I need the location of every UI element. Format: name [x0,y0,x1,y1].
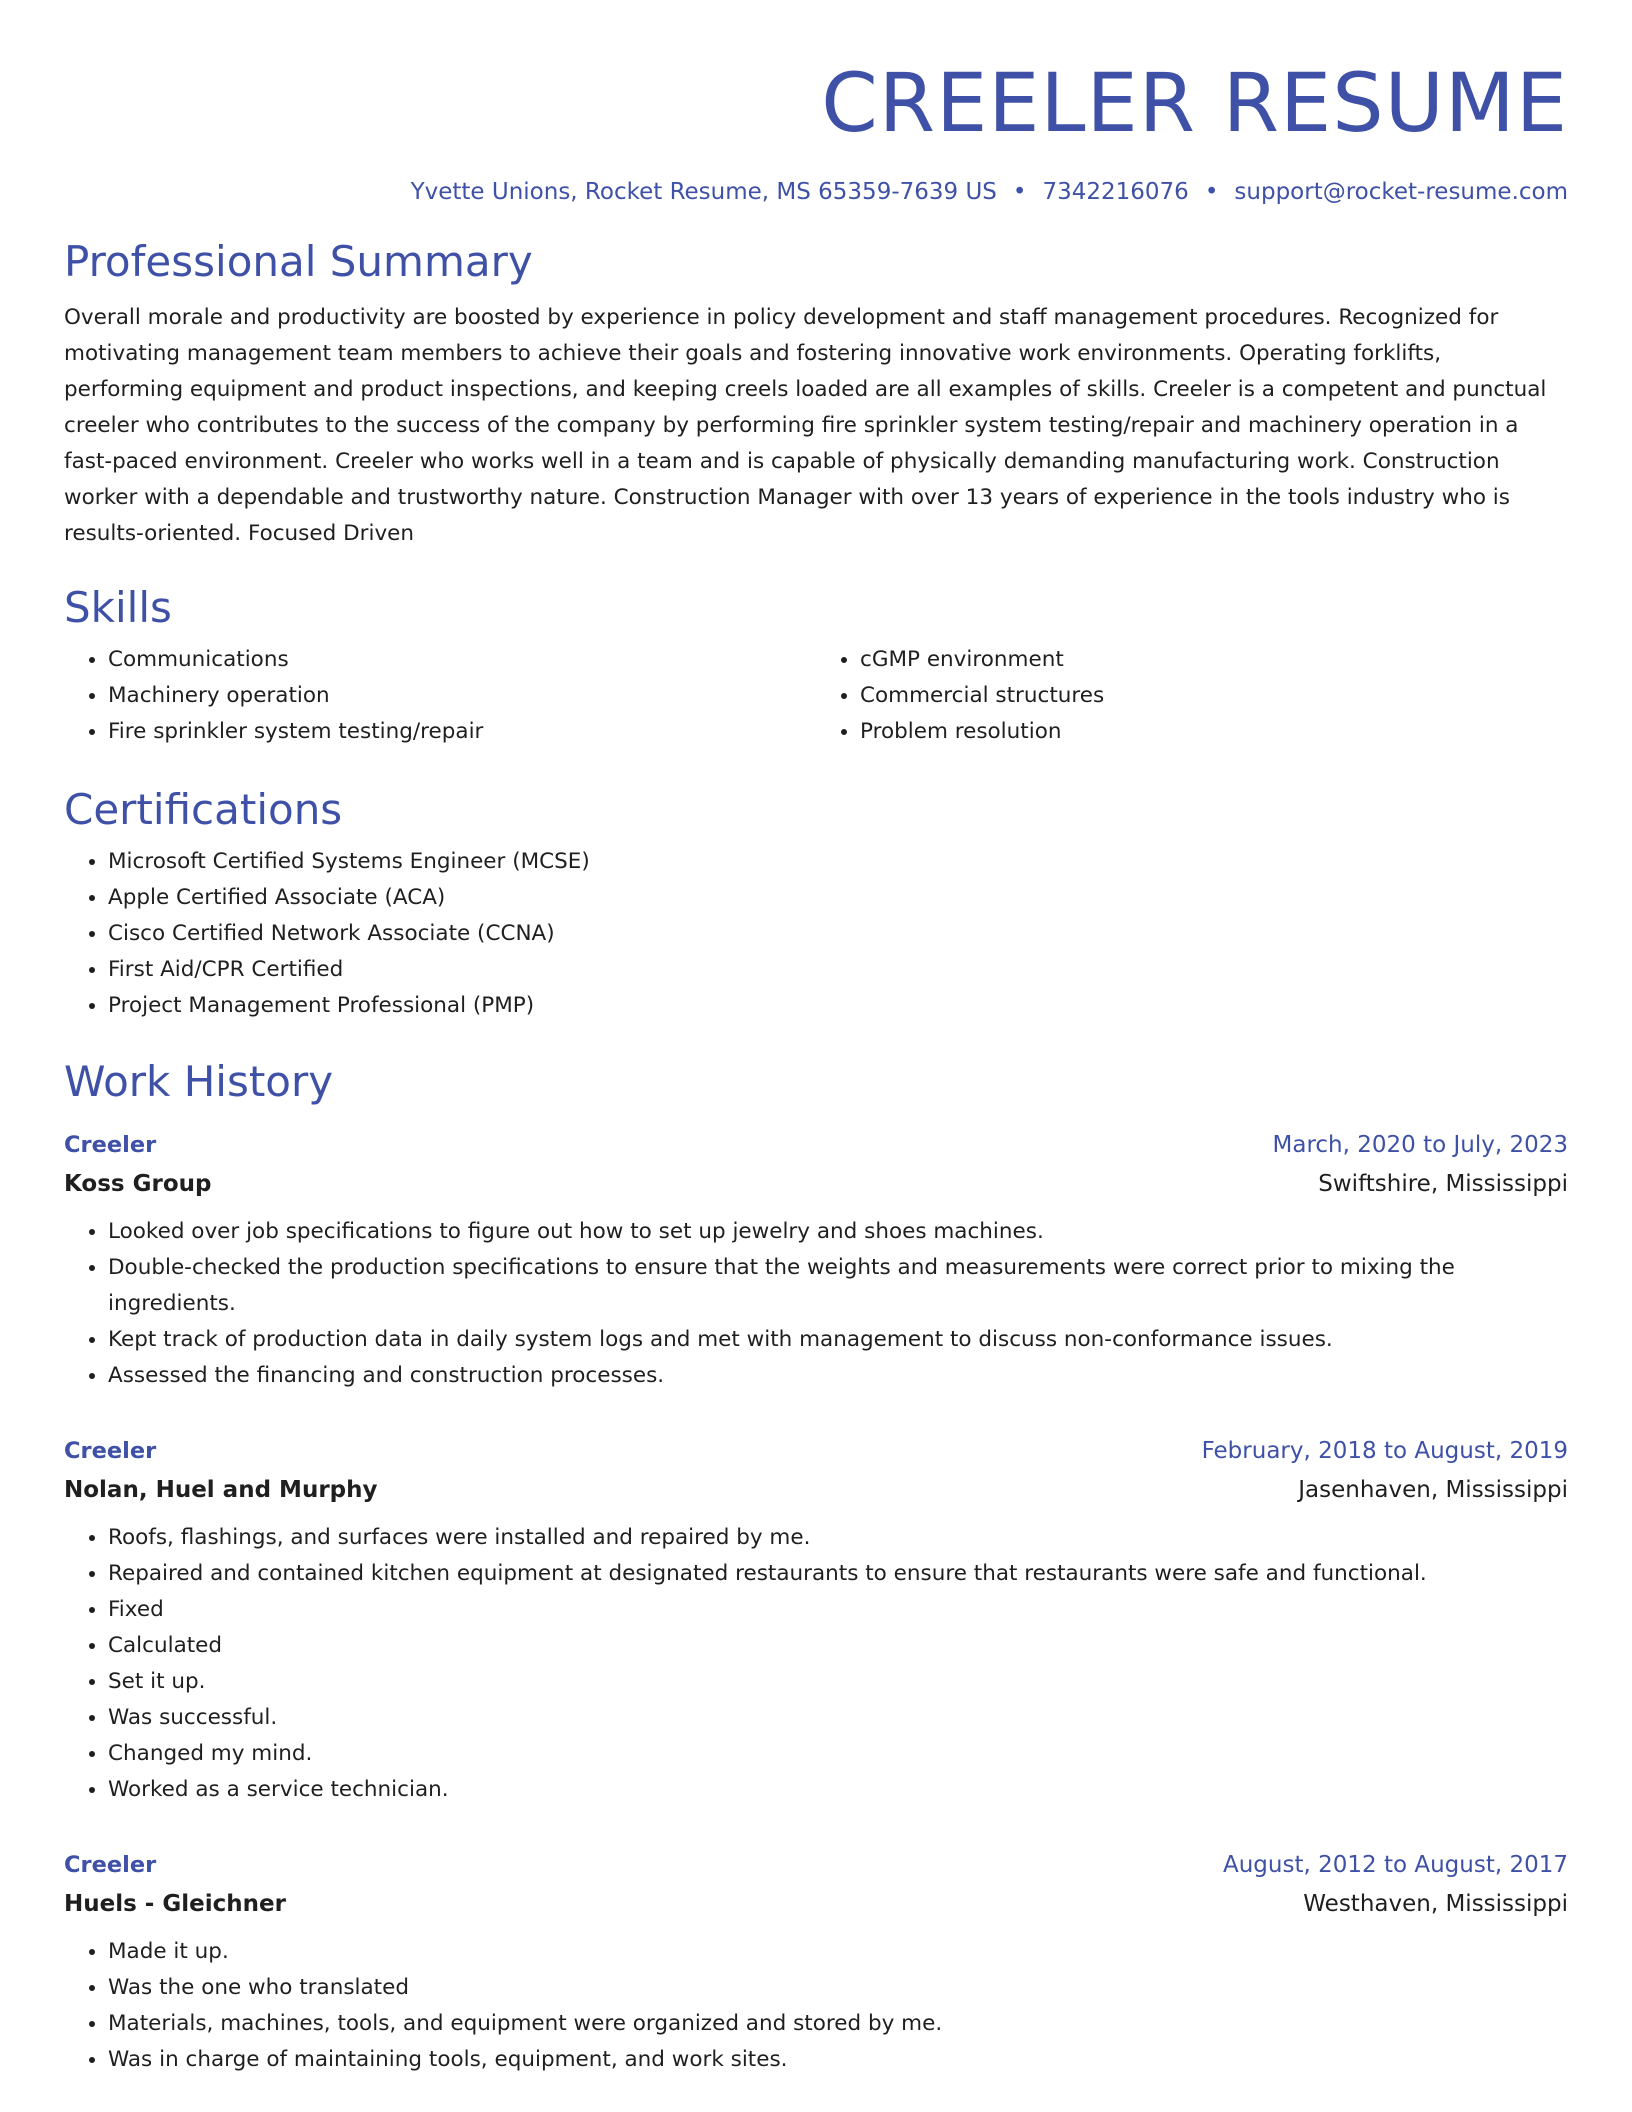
resume-name: CREELER RESUME [821,57,1568,151]
job-location: Westhaven, Mississippi [1303,1891,1568,1917]
job-header-row [64,1126,1568,1164]
job-header-row [64,1846,1568,1884]
contact-email[interactable]: support@rocket-resume.com [1234,179,1568,205]
contact-phone[interactable]: 7342216076 [1042,179,1189,205]
job-duty-item: • Kept track of production data in daily system logs and met with management to discuss non-conformance issues. [108,1322,1568,1358]
skill-item: • Machinery operation [108,678,816,714]
skills-grid [64,642,1568,750]
skills-list-right [816,642,1568,750]
contact-address: Yvette Unions, Rocket Resume, MS 65359-7639 US [410,179,997,205]
job-company: Koss Group [64,1171,212,1197]
job-duty-item: • Assessed the financing and construction processes. [108,1358,1568,1394]
certification-item: • First Aid/CPR Certified [108,952,1568,988]
job-company: Nolan, Huel and Murphy [64,1477,378,1503]
contact-separator: • [1204,179,1219,205]
job-entry [64,1126,1568,1394]
job-duty-item: • Made it up. [108,1934,1568,1970]
job-dates: February, 2018 to August, 2019 [1201,1438,1568,1464]
resume-header [64,54,1568,208]
job-title: Creeler [64,1132,157,1158]
section-title-certifications: Certifications [64,785,343,834]
job-duty-item: • Was the one who translated [108,1970,1568,2006]
job-company-row [64,1470,1568,1510]
job-duty-item: • Double-checked the production specifications to ensure that the weights and measurements were correct prior to mixing the ingredients. [108,1250,1568,1322]
skill-item: • Commercial structures [860,678,1568,714]
job-entry [64,1432,1568,1808]
job-duty-item: • Was in charge of maintaining tools, equipment, and work sites. [108,2042,1568,2078]
job-location: Swiftshire, Mississippi [1318,1171,1568,1197]
section-title-summary: Professional Summary [64,237,533,286]
skill-item: • Fire sprinkler system testing/repair [108,714,816,750]
job-duty-item: • Worked as a service technician. [108,1772,1568,1808]
job-title: Creeler [64,1438,157,1464]
skill-item: • Problem resolution [860,714,1568,750]
certifications-section [64,784,1568,1024]
summary-text: Overall morale and productivity are boosted by experience in policy development and staff management procedures. Recognized for motivating management team members to achieve their goals and fostering innovative work environments. Operating forklifts, performing equipment and product inspections, and keeping creels loaded are all examples of skills. Creeler is a competent and punctual creeler who contributes to the success of the company by performing fire sprinkler system testing/repair and machinery operation in a fast-paced environment. Creeler who works well in a team and is capable of physically demanding manufacturing work. Construction worker with a dependable and trustworthy nature. Construction Manager with over 13 years of experience in the tools industry who is results-oriented. Focused Driven [64,305,1547,546]
skills-section [64,582,1568,750]
job-duty-item: • Roofs, flashings, and surfaces were installed and repaired by me. [108,1520,1568,1556]
job-duty-item: • Looked over job specifications to figure out how to set up jewelry and shoes machines. [108,1214,1568,1250]
skill-item: • Communications [108,642,816,678]
certifications-list [64,844,1568,1024]
job-entry [64,1846,1568,2078]
certification-item: • Apple Certified Associate (ACA) [108,880,1568,916]
job-company-row [64,1164,1568,1204]
job-duty-item: • Materials, machines, tools, and equipment were organized and stored by me. [108,2006,1568,2042]
work-history-section [64,1056,1568,2078]
contact-line [64,176,1568,208]
professional-summary-section [64,236,1568,552]
job-duty-item: • Repaired and contained kitchen equipment at designated restaurants to ensure that restaurants were safe and functional. [108,1556,1568,1592]
skills-list-left [64,642,816,750]
job-duties-list [64,1214,1568,1394]
job-company: Huels - Gleichner [64,1891,286,1917]
section-title-skills: Skills [64,583,172,632]
contact-separator: • [1012,179,1027,205]
job-dates: August, 2012 to August, 2017 [1223,1852,1568,1878]
job-duty-item: • Calculated [108,1628,1568,1664]
job-duties-list [64,1934,1568,2078]
job-company-row [64,1884,1568,1924]
job-duty-item: • Changed my mind. [108,1736,1568,1772]
job-duty-item: • Set it up. [108,1664,1568,1700]
job-title: Creeler [64,1852,157,1878]
job-duty-item: • Was successful. [108,1700,1568,1736]
skill-item: • cGMP environment [860,642,1568,678]
job-dates: March, 2020 to July, 2023 [1272,1132,1568,1158]
section-title-work-history: Work History [64,1057,334,1106]
certification-item: • Microsoft Certified Systems Engineer (MCSE) [108,844,1568,880]
job-duties-list [64,1520,1568,1808]
job-duty-item: • Fixed [108,1592,1568,1628]
job-location: Jasenhaven, Mississippi [1298,1477,1568,1503]
job-header-row [64,1432,1568,1470]
certification-item: • Cisco Certified Network Associate (CCNA) [108,916,1568,952]
certification-item: • Project Management Professional (PMP) [108,988,1568,1024]
